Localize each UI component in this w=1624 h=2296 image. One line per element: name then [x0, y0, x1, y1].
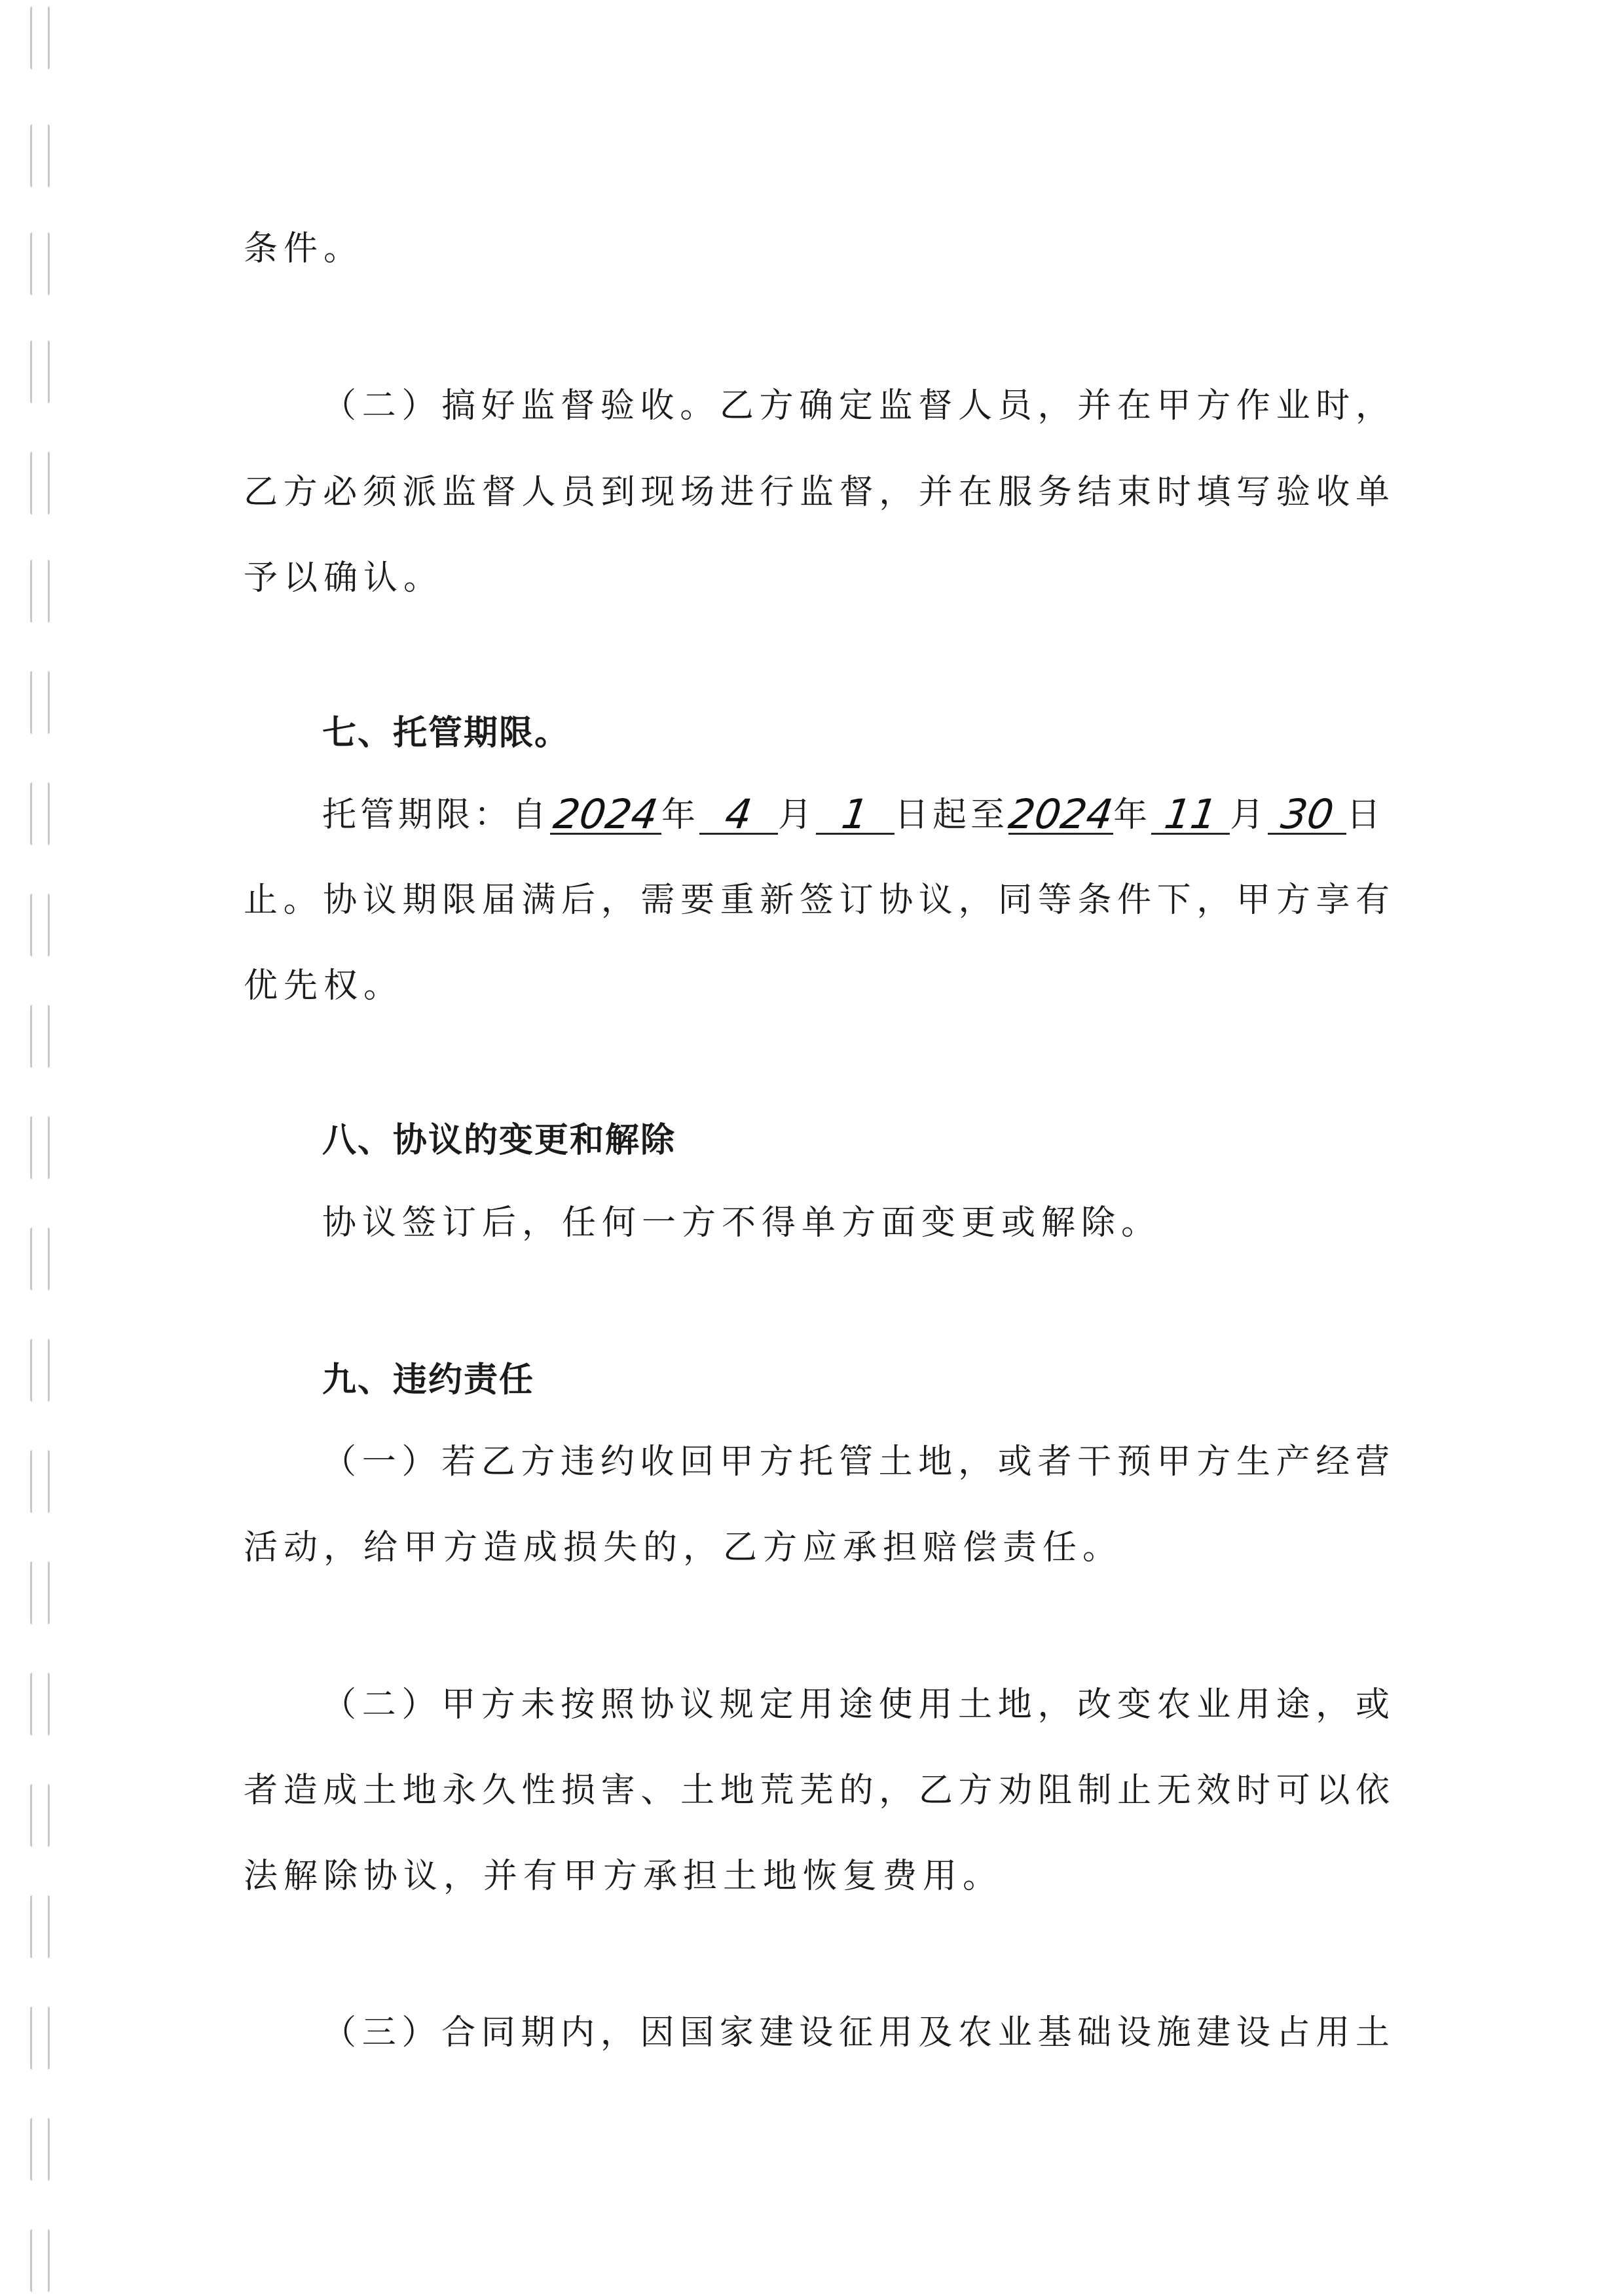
end-day-handwriting: 30: [1278, 790, 1337, 838]
start-year-field: [550, 790, 661, 838]
start-year-handwriting: 2024: [551, 790, 661, 838]
month-unit: 月: [1230, 795, 1268, 835]
text-line: 条件。: [244, 229, 364, 268]
month-unit: 月: [778, 795, 817, 835]
text-line: 法解除协议，并有甲方承担土地恢复费用。: [244, 1857, 1003, 1896]
clause-liability-2: （二）甲方未按照协议规定用途使用土地，改变农业用途，或: [322, 1685, 1390, 1724]
text-line: 协议签订后，任何一方不得单方面变更或解除。: [322, 1203, 1162, 1243]
section-heading-liability: 九、违约责任: [322, 1360, 535, 1400]
text-line: 止。协议期限届满后，需要重新签订协议，同等条件下，甲方享有: [244, 881, 1390, 920]
term-line: [322, 790, 1390, 838]
text-line: 者造成土地永久性损害、土地荒芜的，乙方劝阻制止无效时可以依: [244, 1771, 1390, 1810]
end-day-field: [1268, 790, 1346, 838]
clause-supervision: （二）搞好监督验收。乙方确定监督人员，并在甲方作业时，: [322, 386, 1390, 426]
term-prefix: 托管期限：自: [322, 795, 551, 835]
start-day-field: [816, 790, 895, 838]
end-month-field: [1151, 790, 1230, 838]
text-line: 予以确认。: [244, 558, 444, 598]
day-unit: 日: [1346, 795, 1385, 835]
clause-liability-1: （一）若乙方违约收回甲方托管土地，或者干预甲方生产经营: [322, 1442, 1390, 1482]
end-month-handwriting: 11: [1161, 790, 1220, 838]
start-month-field: [699, 790, 778, 838]
binding-holes: [24, 0, 69, 2296]
year-unit: 年: [1113, 795, 1152, 835]
text-line: 优先权。: [244, 966, 404, 1006]
year-unit: 年: [661, 795, 700, 835]
end-year-field: [1006, 790, 1116, 838]
section-heading-term: 七、托管期限。: [322, 714, 570, 753]
text-line: 活动，给甲方造成损失的，乙方应承担赔偿责任。: [244, 1528, 1123, 1567]
day-unit-until: 日起至: [895, 795, 1009, 835]
section-heading-change: 八、协议的变更和解除: [322, 1121, 676, 1160]
end-year-handwriting: 2024: [1006, 790, 1116, 838]
clause-liability-3: （三）合同期内，因国家建设征用及农业基础设施建设占用土: [322, 2013, 1390, 2052]
start-day-handwriting: 1: [839, 790, 872, 838]
text-line: 乙方必须派监督人员到现场进行监督，并在服务结束时填写验收单: [244, 473, 1390, 512]
start-month-handwriting: 4: [722, 790, 755, 838]
